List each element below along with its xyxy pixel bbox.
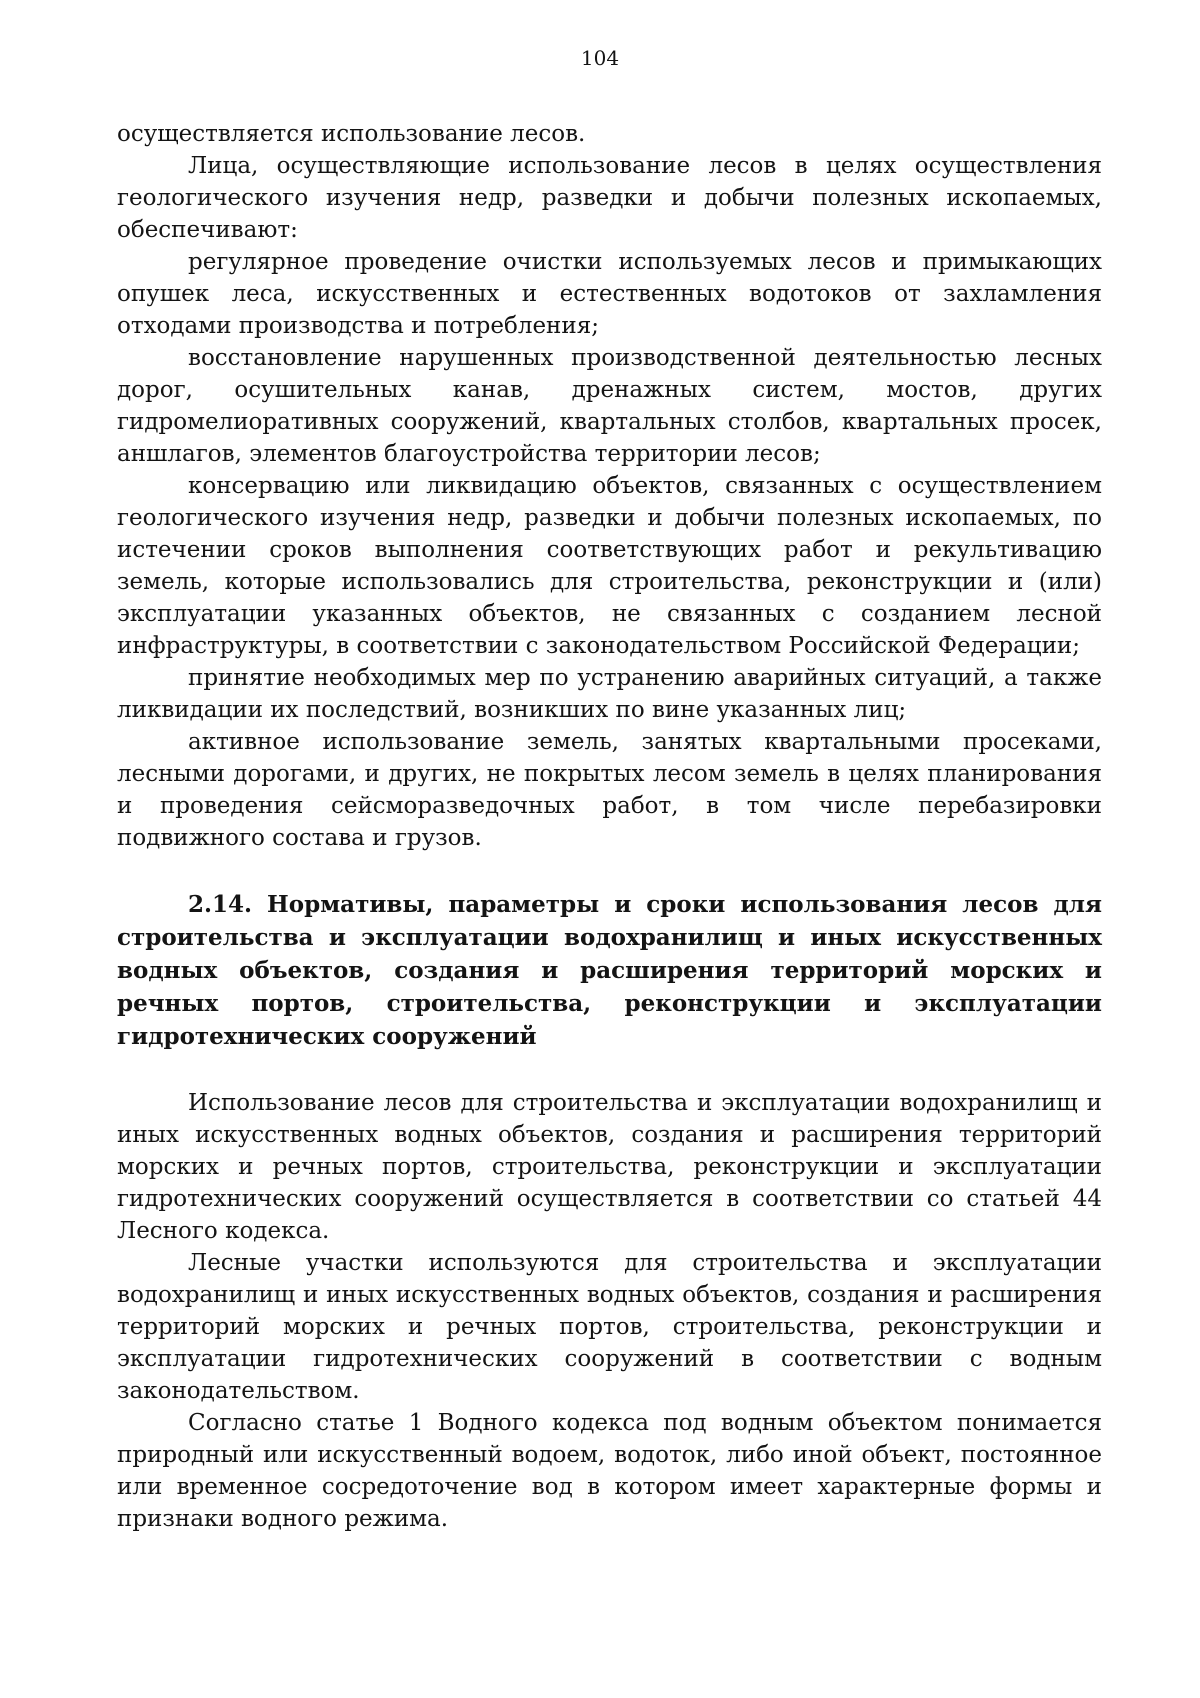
paragraph: принятие необходимых мер по устранению аварийных ситуаций, а также ликвидации их последствий, возникших по вине указанных лиц;	[117, 665, 1102, 723]
section-heading: 2.14. Нормативы, параметры и сроки использования лесов для строительства и эксплуатации водохранилищ и иных искусственных водных объектов, создания и расширения территорий морских и речных портов, строительства, реконструкции и эксплуатации гидротехнических сооружений	[117, 891, 1102, 1050]
paragraph: активное использование земель, занятых квартальными просеками, лесными дорогами, и других, не покрытых лесом земель в целях планирования и проведения сейсморазведочных работ, в том числе перебазировки подвижного состава и грузов.	[117, 729, 1102, 851]
document-body	[117, 118, 1102, 1535]
page-number: 104	[580, 46, 620, 70]
paragraph: осуществляется использование лесов.	[117, 121, 586, 147]
paragraph: регулярное проведение очистки используемых лесов и примыкающих опушек леса, искусственных и естественных водотоков от захламления отходами производства и потребления;	[117, 249, 1102, 339]
paragraph: консервацию или ликвидацию объектов, связанных с осуществлением геологического изучения недр, разведки и добычи полезных ископаемых, по истечении сроков выполнения соответствующих работ и рекультивацию земель, которые использовались для строительства, реконструкции и (или) эксплуатации указанных объектов, не связанных с созданием лесной инфраструктуры, в соответствии с законодательством Российской Федерации;	[117, 473, 1102, 659]
paragraph: восстановление нарушенных производственной деятельностью лесных дорог, осушительных канав, дренажных систем, мостов, других гидромелиоративных сооружений, квартальных столбов, квартальных просек, аншлагов, элементов благоустройства территории лесов;	[117, 345, 1102, 467]
paragraph: Лесные участки используются для строительства и эксплуатации водохранилищ и иных искусственных водных объектов, создания и расширения территорий морских и речных портов, строительства, реконструкции и эксплуатации гидротехнических сооружений в соответствии с водным законодательством.	[117, 1250, 1102, 1404]
paragraph: Согласно статье 1 Водного кодекса под водным объектом понимается природный или искусственный водоем, водоток, либо иной объект, постоянное или временное сосредоточение вод в котором имеет характерные формы и признаки водного режима.	[117, 1410, 1102, 1532]
paragraph: Лица, осуществляющие использование лесов в целях осуществления геологического изучения недр, разведки и добычи полезных ископаемых, обеспечивают:	[117, 153, 1102, 243]
paragraph: Использование лесов для строительства и эксплуатации водохранилищ и иных искусственных водных объектов, создания и расширения территорий морских и речных портов, строительства, реконструкции и эксплуатации гидротехнических сооружений осуществляется в соответствии со статьей 44 Лесного кодекса.	[117, 1090, 1102, 1244]
